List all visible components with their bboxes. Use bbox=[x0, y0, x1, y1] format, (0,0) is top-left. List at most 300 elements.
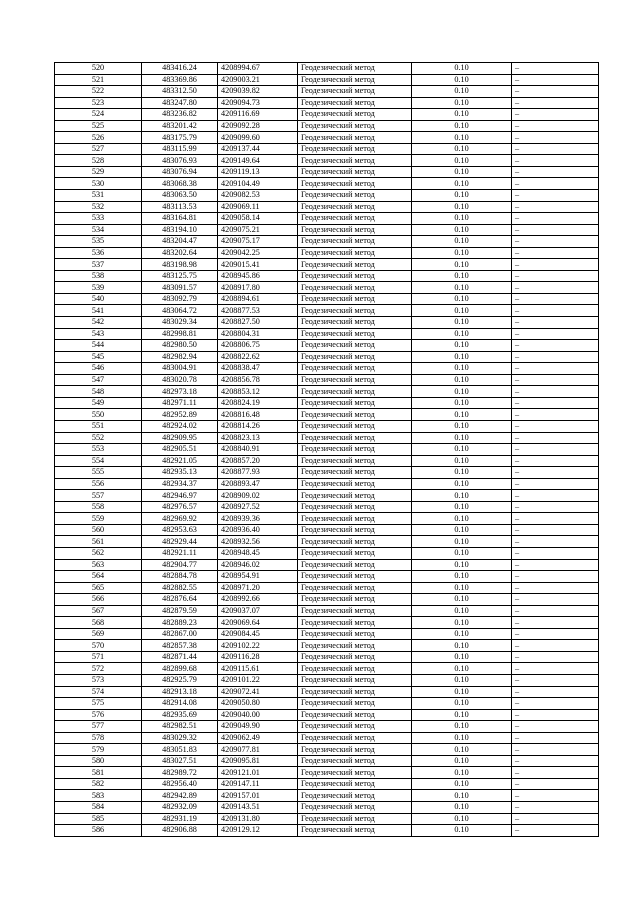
note-cell: – bbox=[512, 709, 599, 721]
method-cell: Геодезический метод bbox=[298, 594, 412, 606]
accuracy-cell: 0.10 bbox=[412, 74, 512, 86]
y-coordinate-cell: 4209137.44 bbox=[218, 143, 298, 155]
accuracy-cell: 0.10 bbox=[412, 732, 512, 744]
point-number-cell: 553 bbox=[55, 444, 142, 456]
table-row bbox=[55, 201, 599, 213]
method-cell: Геодезический метод bbox=[298, 340, 412, 352]
method-cell: Геодезический метод bbox=[298, 328, 412, 340]
point-number-cell: 543 bbox=[55, 328, 142, 340]
table-row bbox=[55, 547, 599, 559]
y-coordinate-cell: 4209077.81 bbox=[218, 744, 298, 756]
point-number-cell: 566 bbox=[55, 594, 142, 606]
note-cell: – bbox=[512, 767, 599, 779]
accuracy-cell: 0.10 bbox=[412, 467, 512, 479]
note-cell: – bbox=[512, 97, 599, 109]
y-coordinate-cell: 4209082.53 bbox=[218, 190, 298, 202]
x-coordinate-cell: 483175.79 bbox=[142, 132, 218, 144]
note-cell: – bbox=[512, 594, 599, 606]
x-coordinate-cell: 483029.32 bbox=[142, 732, 218, 744]
method-cell: Геодезический метод bbox=[298, 490, 412, 502]
table-row bbox=[55, 74, 599, 86]
x-coordinate-cell: 483164.81 bbox=[142, 213, 218, 225]
note-cell: – bbox=[512, 155, 599, 167]
y-coordinate-cell: 4209099.60 bbox=[218, 132, 298, 144]
accuracy-cell: 0.10 bbox=[412, 224, 512, 236]
table-row bbox=[55, 721, 599, 733]
point-number-cell: 550 bbox=[55, 409, 142, 421]
note-cell: – bbox=[512, 201, 599, 213]
x-coordinate-cell: 483201.42 bbox=[142, 120, 218, 132]
x-coordinate-cell: 482942.89 bbox=[142, 790, 218, 802]
method-cell: Геодезический метод bbox=[298, 628, 412, 640]
accuracy-cell: 0.10 bbox=[412, 351, 512, 363]
x-coordinate-cell: 482924.02 bbox=[142, 420, 218, 432]
y-coordinate-cell: 4208877.53 bbox=[218, 305, 298, 317]
method-cell: Геодезический метод bbox=[298, 86, 412, 98]
y-coordinate-cell: 4209075.17 bbox=[218, 236, 298, 248]
accuracy-cell: 0.10 bbox=[412, 571, 512, 583]
method-cell: Геодезический метод bbox=[298, 813, 412, 825]
note-cell: – bbox=[512, 224, 599, 236]
accuracy-cell: 0.10 bbox=[412, 132, 512, 144]
method-cell: Геодезический метод bbox=[298, 409, 412, 421]
accuracy-cell: 0.10 bbox=[412, 201, 512, 213]
point-number-cell: 532 bbox=[55, 201, 142, 213]
point-number-cell: 528 bbox=[55, 155, 142, 167]
accuracy-cell: 0.10 bbox=[412, 63, 512, 75]
table-row bbox=[55, 120, 599, 132]
accuracy-cell: 0.10 bbox=[412, 617, 512, 629]
y-coordinate-cell: 4209129.12 bbox=[218, 825, 298, 837]
table-row bbox=[55, 559, 599, 571]
method-cell: Геодезический метод bbox=[298, 674, 412, 686]
accuracy-cell: 0.10 bbox=[412, 721, 512, 733]
y-coordinate-cell: 4209039.82 bbox=[218, 86, 298, 98]
y-coordinate-cell: 4208936.40 bbox=[218, 524, 298, 536]
x-coordinate-cell: 482982.94 bbox=[142, 351, 218, 363]
method-cell: Геодезический метод bbox=[298, 224, 412, 236]
note-cell: – bbox=[512, 74, 599, 86]
x-coordinate-cell: 483204.47 bbox=[142, 236, 218, 248]
point-number-cell: 520 bbox=[55, 63, 142, 75]
table-row bbox=[55, 455, 599, 467]
accuracy-cell: 0.10 bbox=[412, 155, 512, 167]
table-row bbox=[55, 709, 599, 721]
accuracy-cell: 0.10 bbox=[412, 663, 512, 675]
note-cell: – bbox=[512, 132, 599, 144]
note-cell: – bbox=[512, 293, 599, 305]
y-coordinate-cell: 4208840.91 bbox=[218, 444, 298, 456]
table-row bbox=[55, 293, 599, 305]
accuracy-cell: 0.10 bbox=[412, 340, 512, 352]
method-cell: Геодезический метод bbox=[298, 640, 412, 652]
note-cell: – bbox=[512, 559, 599, 571]
y-coordinate-cell: 4208932.56 bbox=[218, 536, 298, 548]
accuracy-cell: 0.10 bbox=[412, 686, 512, 698]
note-cell: – bbox=[512, 825, 599, 837]
note-cell: – bbox=[512, 571, 599, 583]
x-coordinate-cell: 483076.93 bbox=[142, 155, 218, 167]
point-number-cell: 536 bbox=[55, 247, 142, 259]
table-row bbox=[55, 674, 599, 686]
y-coordinate-cell: 4209147.11 bbox=[218, 778, 298, 790]
point-number-cell: 571 bbox=[55, 651, 142, 663]
table-row bbox=[55, 524, 599, 536]
note-cell: – bbox=[512, 617, 599, 629]
accuracy-cell: 0.10 bbox=[412, 501, 512, 513]
point-number-cell: 577 bbox=[55, 721, 142, 733]
y-coordinate-cell: 4209050.80 bbox=[218, 698, 298, 710]
method-cell: Геодезический метод bbox=[298, 397, 412, 409]
note-cell: – bbox=[512, 409, 599, 421]
y-coordinate-cell: 4208917.80 bbox=[218, 282, 298, 294]
y-coordinate-cell: 4208827.50 bbox=[218, 317, 298, 329]
y-coordinate-cell: 4209040.00 bbox=[218, 709, 298, 721]
point-number-cell: 534 bbox=[55, 224, 142, 236]
point-number-cell: 568 bbox=[55, 617, 142, 629]
note-cell: – bbox=[512, 536, 599, 548]
note-cell: – bbox=[512, 513, 599, 525]
note-cell: – bbox=[512, 432, 599, 444]
table-row bbox=[55, 86, 599, 98]
table-row bbox=[55, 802, 599, 814]
y-coordinate-cell: 4208823.13 bbox=[218, 432, 298, 444]
accuracy-cell: 0.10 bbox=[412, 282, 512, 294]
method-cell: Геодезический метод bbox=[298, 432, 412, 444]
point-number-cell: 548 bbox=[55, 386, 142, 398]
y-coordinate-cell: 4208804.31 bbox=[218, 328, 298, 340]
y-coordinate-cell: 4209131.80 bbox=[218, 813, 298, 825]
y-coordinate-cell: 4208971.20 bbox=[218, 582, 298, 594]
table-row bbox=[55, 305, 599, 317]
accuracy-cell: 0.10 bbox=[412, 698, 512, 710]
accuracy-cell: 0.10 bbox=[412, 86, 512, 98]
accuracy-cell: 0.10 bbox=[412, 802, 512, 814]
point-number-cell: 586 bbox=[55, 825, 142, 837]
method-cell: Геодезический метод bbox=[298, 617, 412, 629]
table-row bbox=[55, 63, 599, 75]
x-coordinate-cell: 483063.50 bbox=[142, 190, 218, 202]
accuracy-cell: 0.10 bbox=[412, 674, 512, 686]
x-coordinate-cell: 483051.83 bbox=[142, 744, 218, 756]
method-cell: Геодезический метод bbox=[298, 663, 412, 675]
y-coordinate-cell: 4209069.64 bbox=[218, 617, 298, 629]
table-row bbox=[55, 571, 599, 583]
y-coordinate-cell: 4208994.67 bbox=[218, 63, 298, 75]
y-coordinate-cell: 4209003.21 bbox=[218, 74, 298, 86]
note-cell: – bbox=[512, 259, 599, 271]
table-row bbox=[55, 109, 599, 121]
table-row bbox=[55, 363, 599, 375]
x-coordinate-cell: 482929.44 bbox=[142, 536, 218, 548]
note-cell: – bbox=[512, 328, 599, 340]
x-coordinate-cell: 482909.95 bbox=[142, 432, 218, 444]
method-cell: Геодезический метод bbox=[298, 778, 412, 790]
note-cell: – bbox=[512, 790, 599, 802]
x-coordinate-cell: 483115.99 bbox=[142, 143, 218, 155]
note-cell: – bbox=[512, 605, 599, 617]
method-cell: Геодезический метод bbox=[298, 605, 412, 617]
x-coordinate-cell: 482857.38 bbox=[142, 640, 218, 652]
point-number-cell: 565 bbox=[55, 582, 142, 594]
table-row bbox=[55, 732, 599, 744]
table-row bbox=[55, 317, 599, 329]
x-coordinate-cell: 483076.94 bbox=[142, 166, 218, 178]
table-row bbox=[55, 640, 599, 652]
method-cell: Геодезический метод bbox=[298, 374, 412, 386]
y-coordinate-cell: 4209104.49 bbox=[218, 178, 298, 190]
point-number-cell: 531 bbox=[55, 190, 142, 202]
point-number-cell: 526 bbox=[55, 132, 142, 144]
note-cell: – bbox=[512, 86, 599, 98]
point-number-cell: 558 bbox=[55, 501, 142, 513]
note-cell: – bbox=[512, 467, 599, 479]
point-number-cell: 579 bbox=[55, 744, 142, 756]
table-row bbox=[55, 397, 599, 409]
table-row bbox=[55, 224, 599, 236]
table-row bbox=[55, 282, 599, 294]
table-row bbox=[55, 778, 599, 790]
x-coordinate-cell: 483029.34 bbox=[142, 317, 218, 329]
point-number-cell: 556 bbox=[55, 478, 142, 490]
accuracy-cell: 0.10 bbox=[412, 213, 512, 225]
x-coordinate-cell: 483198.98 bbox=[142, 259, 218, 271]
table-row bbox=[55, 143, 599, 155]
coordinates-table bbox=[54, 62, 599, 837]
point-number-cell: 521 bbox=[55, 74, 142, 86]
accuracy-cell: 0.10 bbox=[412, 594, 512, 606]
table-row bbox=[55, 513, 599, 525]
x-coordinate-cell: 482884.78 bbox=[142, 571, 218, 583]
table-row bbox=[55, 686, 599, 698]
point-number-cell: 585 bbox=[55, 813, 142, 825]
y-coordinate-cell: 4209058.14 bbox=[218, 213, 298, 225]
accuracy-cell: 0.10 bbox=[412, 536, 512, 548]
accuracy-cell: 0.10 bbox=[412, 640, 512, 652]
y-coordinate-cell: 4209116.28 bbox=[218, 651, 298, 663]
point-number-cell: 584 bbox=[55, 802, 142, 814]
x-coordinate-cell: 483064.72 bbox=[142, 305, 218, 317]
point-number-cell: 574 bbox=[55, 686, 142, 698]
point-number-cell: 537 bbox=[55, 259, 142, 271]
y-coordinate-cell: 4209092.28 bbox=[218, 120, 298, 132]
method-cell: Геодезический метод bbox=[298, 536, 412, 548]
method-cell: Геодезический метод bbox=[298, 547, 412, 559]
method-cell: Геодезический метод bbox=[298, 513, 412, 525]
method-cell: Геодезический метод bbox=[298, 802, 412, 814]
table-row bbox=[55, 767, 599, 779]
y-coordinate-cell: 4208824.19 bbox=[218, 397, 298, 409]
accuracy-cell: 0.10 bbox=[412, 178, 512, 190]
accuracy-cell: 0.10 bbox=[412, 386, 512, 398]
x-coordinate-cell: 482931.19 bbox=[142, 813, 218, 825]
accuracy-cell: 0.10 bbox=[412, 166, 512, 178]
accuracy-cell: 0.10 bbox=[412, 444, 512, 456]
y-coordinate-cell: 4209116.69 bbox=[218, 109, 298, 121]
y-coordinate-cell: 4208927.52 bbox=[218, 501, 298, 513]
y-coordinate-cell: 4209149.64 bbox=[218, 155, 298, 167]
method-cell: Геодезический метод bbox=[298, 190, 412, 202]
note-cell: – bbox=[512, 698, 599, 710]
note-cell: – bbox=[512, 317, 599, 329]
accuracy-cell: 0.10 bbox=[412, 628, 512, 640]
x-coordinate-cell: 483020.78 bbox=[142, 374, 218, 386]
table-row bbox=[55, 594, 599, 606]
accuracy-cell: 0.10 bbox=[412, 409, 512, 421]
note-cell: – bbox=[512, 778, 599, 790]
method-cell: Геодезический метод bbox=[298, 755, 412, 767]
table-row bbox=[55, 790, 599, 802]
method-cell: Геодезический метод bbox=[298, 236, 412, 248]
note-cell: – bbox=[512, 178, 599, 190]
note-cell: – bbox=[512, 455, 599, 467]
accuracy-cell: 0.10 bbox=[412, 825, 512, 837]
point-number-cell: 542 bbox=[55, 317, 142, 329]
note-cell: – bbox=[512, 802, 599, 814]
table-row bbox=[55, 490, 599, 502]
method-cell: Геодезический метод bbox=[298, 270, 412, 282]
accuracy-cell: 0.10 bbox=[412, 490, 512, 502]
table-row bbox=[55, 617, 599, 629]
y-coordinate-cell: 4209115.61 bbox=[218, 663, 298, 675]
y-coordinate-cell: 4209072.41 bbox=[218, 686, 298, 698]
point-number-cell: 578 bbox=[55, 732, 142, 744]
table-row bbox=[55, 132, 599, 144]
note-cell: – bbox=[512, 813, 599, 825]
point-number-cell: 557 bbox=[55, 490, 142, 502]
x-coordinate-cell: 483004.91 bbox=[142, 363, 218, 375]
method-cell: Геодезический метод bbox=[298, 97, 412, 109]
table-row bbox=[55, 155, 599, 167]
y-coordinate-cell: 4208857.20 bbox=[218, 455, 298, 467]
point-number-cell: 535 bbox=[55, 236, 142, 248]
x-coordinate-cell: 482904.77 bbox=[142, 559, 218, 571]
table-row bbox=[55, 420, 599, 432]
point-number-cell: 563 bbox=[55, 559, 142, 571]
accuracy-cell: 0.10 bbox=[412, 432, 512, 444]
method-cell: Геодезический метод bbox=[298, 571, 412, 583]
x-coordinate-cell: 482976.57 bbox=[142, 501, 218, 513]
x-coordinate-cell: 482998.81 bbox=[142, 328, 218, 340]
x-coordinate-cell: 482913.18 bbox=[142, 686, 218, 698]
x-coordinate-cell: 482971.11 bbox=[142, 397, 218, 409]
note-cell: – bbox=[512, 386, 599, 398]
y-coordinate-cell: 4209015.41 bbox=[218, 259, 298, 271]
x-coordinate-cell: 483125.75 bbox=[142, 270, 218, 282]
y-coordinate-cell: 4208992.66 bbox=[218, 594, 298, 606]
method-cell: Геодезический метод bbox=[298, 501, 412, 513]
method-cell: Геодезический метод bbox=[298, 305, 412, 317]
note-cell: – bbox=[512, 166, 599, 178]
note-cell: – bbox=[512, 744, 599, 756]
point-number-cell: 583 bbox=[55, 790, 142, 802]
note-cell: – bbox=[512, 109, 599, 121]
accuracy-cell: 0.10 bbox=[412, 363, 512, 375]
y-coordinate-cell: 4208945.86 bbox=[218, 270, 298, 282]
y-coordinate-cell: 4208856.78 bbox=[218, 374, 298, 386]
accuracy-cell: 0.10 bbox=[412, 305, 512, 317]
point-number-cell: 545 bbox=[55, 351, 142, 363]
x-coordinate-cell: 482867.00 bbox=[142, 628, 218, 640]
method-cell: Геодезический метод bbox=[298, 143, 412, 155]
table-row bbox=[55, 698, 599, 710]
note-cell: – bbox=[512, 305, 599, 317]
point-number-cell: 567 bbox=[55, 605, 142, 617]
y-coordinate-cell: 4208814.26 bbox=[218, 420, 298, 432]
accuracy-cell: 0.10 bbox=[412, 790, 512, 802]
note-cell: – bbox=[512, 478, 599, 490]
method-cell: Геодезический метод bbox=[298, 825, 412, 837]
accuracy-cell: 0.10 bbox=[412, 744, 512, 756]
point-number-cell: 573 bbox=[55, 674, 142, 686]
method-cell: Геодезический метод bbox=[298, 686, 412, 698]
accuracy-cell: 0.10 bbox=[412, 455, 512, 467]
table-row bbox=[55, 259, 599, 271]
method-cell: Геодезический метод bbox=[298, 744, 412, 756]
x-coordinate-cell: 482934.37 bbox=[142, 478, 218, 490]
table-row bbox=[55, 190, 599, 202]
y-coordinate-cell: 4208939.36 bbox=[218, 513, 298, 525]
table-row bbox=[55, 663, 599, 675]
point-number-cell: 582 bbox=[55, 778, 142, 790]
point-number-cell: 576 bbox=[55, 709, 142, 721]
table-row bbox=[55, 340, 599, 352]
x-coordinate-cell: 482973.18 bbox=[142, 386, 218, 398]
x-coordinate-cell: 482989.72 bbox=[142, 767, 218, 779]
accuracy-cell: 0.10 bbox=[412, 397, 512, 409]
method-cell: Геодезический метод bbox=[298, 178, 412, 190]
point-number-cell: 524 bbox=[55, 109, 142, 121]
table-row bbox=[55, 628, 599, 640]
point-number-cell: 527 bbox=[55, 143, 142, 155]
accuracy-cell: 0.10 bbox=[412, 755, 512, 767]
table-row bbox=[55, 744, 599, 756]
y-coordinate-cell: 4208954.91 bbox=[218, 571, 298, 583]
x-coordinate-cell: 482935.13 bbox=[142, 467, 218, 479]
y-coordinate-cell: 4209049.90 bbox=[218, 721, 298, 733]
accuracy-cell: 0.10 bbox=[412, 247, 512, 259]
point-number-cell: 559 bbox=[55, 513, 142, 525]
note-cell: – bbox=[512, 213, 599, 225]
method-cell: Геодезический метод bbox=[298, 386, 412, 398]
table-row bbox=[55, 444, 599, 456]
point-number-cell: 539 bbox=[55, 282, 142, 294]
table-row bbox=[55, 536, 599, 548]
y-coordinate-cell: 4208838.47 bbox=[218, 363, 298, 375]
accuracy-cell: 0.10 bbox=[412, 605, 512, 617]
y-coordinate-cell: 4209075.21 bbox=[218, 224, 298, 236]
y-coordinate-cell: 4208877.93 bbox=[218, 467, 298, 479]
accuracy-cell: 0.10 bbox=[412, 778, 512, 790]
accuracy-cell: 0.10 bbox=[412, 317, 512, 329]
note-cell: – bbox=[512, 340, 599, 352]
method-cell: Геодезический метод bbox=[298, 709, 412, 721]
method-cell: Геодезический метод bbox=[298, 790, 412, 802]
note-cell: – bbox=[512, 420, 599, 432]
x-coordinate-cell: 483027.51 bbox=[142, 755, 218, 767]
accuracy-cell: 0.10 bbox=[412, 293, 512, 305]
accuracy-cell: 0.10 bbox=[412, 97, 512, 109]
accuracy-cell: 0.10 bbox=[412, 374, 512, 386]
y-coordinate-cell: 4208806.75 bbox=[218, 340, 298, 352]
note-cell: – bbox=[512, 628, 599, 640]
accuracy-cell: 0.10 bbox=[412, 190, 512, 202]
y-coordinate-cell: 4209069.11 bbox=[218, 201, 298, 213]
note-cell: – bbox=[512, 524, 599, 536]
table-row bbox=[55, 166, 599, 178]
point-number-cell: 546 bbox=[55, 363, 142, 375]
x-coordinate-cell: 482879.59 bbox=[142, 605, 218, 617]
